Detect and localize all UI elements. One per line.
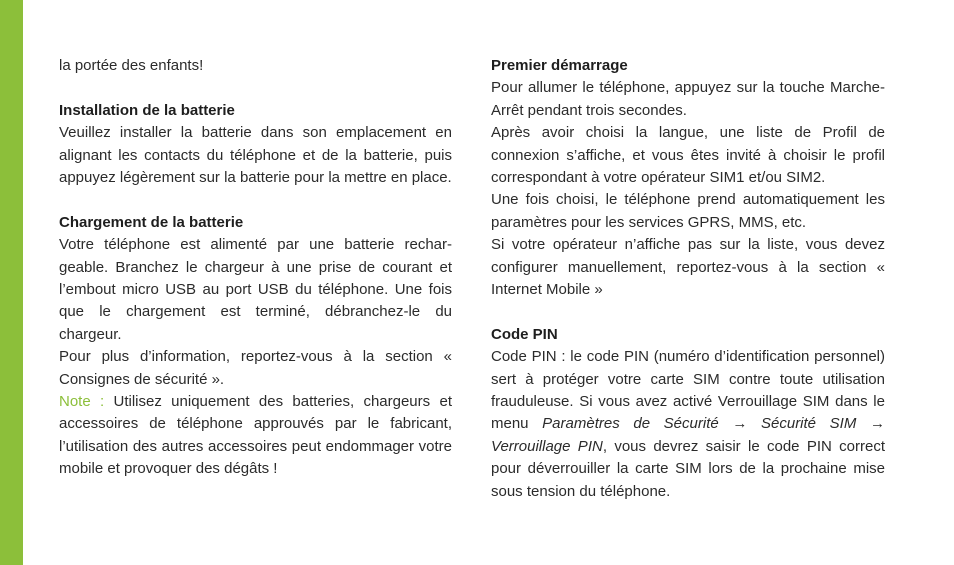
heading-pin-code: Code PIN: [491, 325, 558, 343]
battery-charging-text: Votre téléphone est alimenté par une batterie rechargeable. Branchez le chargeur à une prise de courant et l’embout micro USB au port USB du téléphone. Une fois que le chargement est terminé, débranchez-le du chargeur.: [59, 236, 452, 343]
right-column: [491, 55, 885, 503]
pin-menu-path: Paramètres de Sécurité → Sécurité SIM → Verrouillage PIN: [491, 415, 885, 455]
heading-battery-charging: Chargement de la batterie: [59, 213, 244, 231]
pin-text-part-a: Code PIN : le code PIN (numéro d’identification personnel) sert à protéger votre carte SIM contre toute utilisation frauduleuse. Si vous avez activé Verrouillage SIM dans le menu: [491, 348, 885, 433]
note-paragraph: [59, 391, 452, 481]
first-start-text-3: Une fois choisi, le téléphone prend automatiquement les paramètres pour les services GPRS, MMS, etc.: [491, 191, 885, 231]
heading-first-start: Premier démarrage: [491, 57, 628, 74]
note-text: Utilisez uniquement des batteries, chargeurs et accessoires de téléphone approuvés par le fabricant, l’utilisation des autres accessoires peut endommager votre mobile et provoquer des dégâts !: [59, 393, 452, 478]
battery-install-text: Veuillez installer la batterie dans son emplacement en alignant les contacts du téléphone et de la batterie, puis appuyez légèrement sur la batterie pour la mettre en place.: [59, 124, 452, 187]
pin-code-text: [491, 346, 885, 503]
first-start-text-1: Pour allumer le téléphone, appuyez sur la touche Marche-Arrêt pendant trois secondes.: [491, 79, 885, 119]
intro-text: la portée des enfants!: [59, 57, 204, 74]
first-start-text-2: Après avoir choisi la langue, une liste de Profil de connexion s’affiche, et vous êtes invité à choisir le profil correspondant à votre opérateur SIM1 et/ou SIM2.: [491, 124, 885, 187]
left-column: [59, 55, 452, 481]
safety-reference-text: Pour plus d’information, reportez-vous à la section « Consignes de sécurité ».: [59, 348, 452, 388]
first-start-text-4: Si votre opérateur n’affiche pas sur la liste, vous devez configurer manuellement, reportez-vous à la section « Internet Mobile »: [491, 236, 885, 299]
accent-sidebar: [0, 0, 23, 565]
heading-battery-install: Installation de la batterie: [59, 101, 235, 119]
pin-text-part-b: , vous devrez saisir le code PIN correct pour déverrouiller la carte SIM lors de la prochaine mise sous tension du téléphone.: [491, 437, 885, 500]
note-label: Note :: [59, 393, 105, 411]
